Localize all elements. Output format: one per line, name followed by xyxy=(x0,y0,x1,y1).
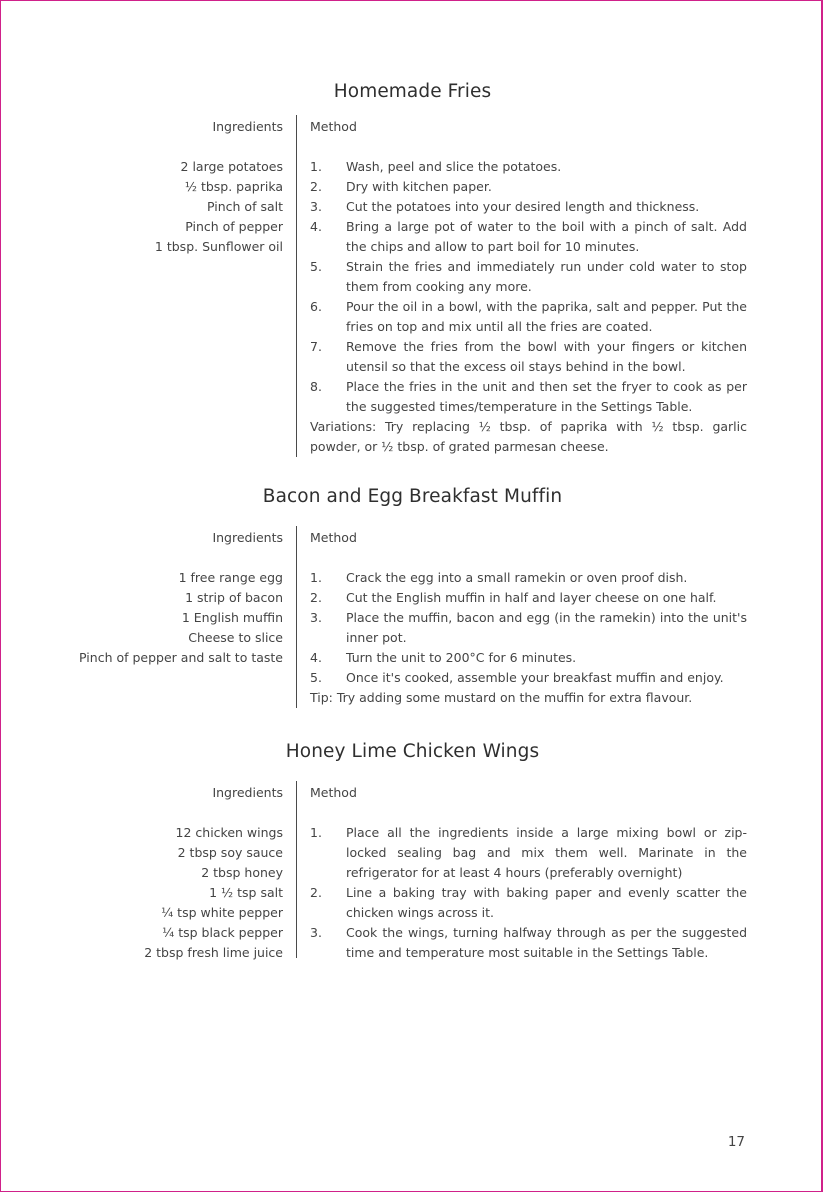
column-divider xyxy=(296,781,297,958)
method-heading: Method xyxy=(310,530,357,545)
step-text: Place the fries in the unit and then set the fryer to cook as per the suggested times/temperature in the Settings Table. xyxy=(346,379,747,414)
recipe-title: Honey Lime Chicken Wings xyxy=(285,741,540,762)
step-number: 5. xyxy=(310,670,322,685)
method-step xyxy=(310,197,747,217)
step-number: 4. xyxy=(310,650,322,665)
method-step xyxy=(310,668,747,688)
ingredient-item: Pinch of pepper and salt to taste xyxy=(79,650,283,665)
method-steps xyxy=(310,568,747,688)
method-step xyxy=(310,337,747,377)
method-step xyxy=(310,297,747,337)
method-step xyxy=(310,648,747,668)
step-number: 3. xyxy=(310,199,322,214)
method-step xyxy=(310,923,747,963)
step-text: Once it's cooked, assemble your breakfast muffin and enjoy. xyxy=(346,670,724,685)
variations-note: Variations: Try replacing ½ tbsp. of paprika with ½ tbsp. garlic powder, or ½ tbsp. of grated parmesan cheese. xyxy=(310,419,747,454)
step-number: 3. xyxy=(310,610,322,625)
method-step xyxy=(310,608,747,648)
step-number: 1. xyxy=(310,159,322,174)
step-number: 2. xyxy=(310,179,322,194)
ingredients-list xyxy=(144,823,283,963)
ingredients-list xyxy=(79,568,283,668)
ingredient-item: 2 tbsp honey xyxy=(201,865,283,880)
step-text: Pour the oil in a bowl, with the paprika, salt and pepper. Put the fries on top and mix until all the fries are coated. xyxy=(346,299,747,334)
step-number: 8. xyxy=(310,379,322,394)
method-step xyxy=(310,177,747,197)
step-text: Turn the unit to 200°C for 6 minutes. xyxy=(346,650,577,665)
recipe-honey-lime-wings xyxy=(1,741,823,971)
ingredient-item: 2 large potatoes xyxy=(180,159,283,174)
ingredient-item: 12 chicken wings xyxy=(175,825,283,840)
method-heading: Method xyxy=(310,785,357,800)
step-number: 3. xyxy=(310,925,322,940)
ingredient-item: Cheese to slice xyxy=(188,630,283,645)
ingredients-heading: Ingredients xyxy=(212,119,283,134)
method-step xyxy=(310,257,747,297)
method-step xyxy=(310,883,747,923)
recipe-title: Homemade Fries xyxy=(333,81,492,102)
step-text: Remove the fries from the bowl with your fingers or kitchen utensil so that the excess oil stays behind in the bowl. xyxy=(346,339,747,374)
column-divider xyxy=(296,115,297,457)
method-step xyxy=(310,588,747,608)
step-number: 1. xyxy=(310,570,322,585)
ingredients-heading: Ingredients xyxy=(212,530,283,545)
step-number: 4. xyxy=(310,219,322,234)
step-text: Bring a large pot of water to the boil with a pinch of salt. Add the chips and allow to part boil for 10 minutes. xyxy=(346,219,747,254)
method-heading: Method xyxy=(310,119,357,134)
step-text: Line a baking tray with baking paper and evenly scatter the chicken wings across it. xyxy=(346,885,747,920)
ingredient-item: 1 strip of bacon xyxy=(185,590,283,605)
method-steps xyxy=(310,823,747,963)
ingredient-item: ¼ tsp black pepper xyxy=(162,925,283,940)
method-step xyxy=(310,217,747,257)
ingredient-item: 1 free range egg xyxy=(178,570,283,585)
ingredient-item: 1 tbsp. Sunflower oil xyxy=(154,239,283,254)
ingredients-heading: Ingredients xyxy=(212,785,283,800)
step-text: Place the muffin, bacon and egg (in the ramekin) into the unit's inner pot. xyxy=(346,610,747,645)
recipe-title: Bacon and Egg Breakfast Muffin xyxy=(262,486,563,507)
method-step xyxy=(310,157,747,177)
step-number: 2. xyxy=(310,590,322,605)
step-text: Cut the English muffin in half and layer cheese on one half. xyxy=(346,590,717,605)
step-text: Strain the fries and immediately run under cold water to stop them from cooking any more. xyxy=(346,259,747,294)
step-text: Dry with kitchen paper. xyxy=(346,179,492,194)
ingredient-item: Pinch of salt xyxy=(207,199,283,214)
step-number: 2. xyxy=(310,885,322,900)
ingredient-item: 2 tbsp fresh lime juice xyxy=(144,945,283,960)
ingredient-item: ½ tbsp. paprika xyxy=(184,179,283,194)
method-step xyxy=(310,377,747,417)
step-text: Cook the wings, turning halfway through as per the suggested time and temperature most suitable in the Settings Table. xyxy=(346,925,747,960)
method-steps xyxy=(310,157,747,417)
page-number: 17 xyxy=(727,1134,745,1150)
recipe-homemade-fries xyxy=(1,81,823,461)
step-number: 5. xyxy=(310,259,322,274)
step-text: Crack the egg into a small ramekin or oven proof dish. xyxy=(346,570,688,585)
method-step xyxy=(310,823,747,883)
step-text: Place all the ingredients inside a large mixing bowl or zip-locked sealing bag and mix them well. Marinate in the refrigerator for at least 4 hours (preferably overnight) xyxy=(346,825,747,880)
ingredients-list xyxy=(155,157,283,257)
method-step xyxy=(310,568,747,588)
step-number: 7. xyxy=(310,339,322,354)
step-number: 6. xyxy=(310,299,322,314)
ingredient-item: ¼ tsp white pepper xyxy=(161,905,283,920)
ingredient-item: 2 tbsp soy sauce xyxy=(177,845,283,860)
step-number: 1. xyxy=(310,825,322,840)
ingredient-item: 1 English muffin xyxy=(181,610,283,625)
ingredient-item: 1 ½ tsp salt xyxy=(209,885,283,900)
step-text: Cut the potatoes into your desired length and thickness. xyxy=(346,199,700,214)
step-text: Wash, peel and slice the potatoes. xyxy=(346,159,562,174)
ingredient-item: Pinch of pepper xyxy=(185,219,283,234)
column-divider xyxy=(296,526,297,708)
recipe-bacon-egg-muffin xyxy=(1,486,823,716)
tip-note: Tip: Try adding some mustard on the muffin for extra flavour. xyxy=(310,690,693,705)
